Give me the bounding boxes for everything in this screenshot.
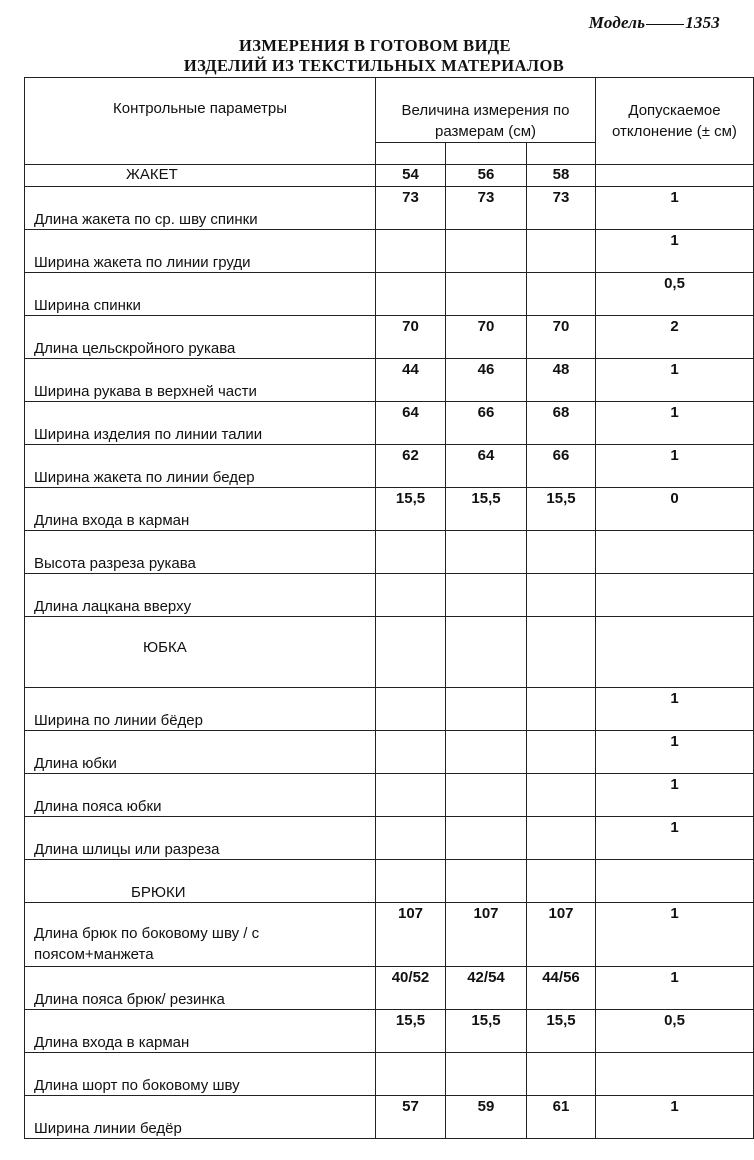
header-size: Величина измерения по размерам (см) bbox=[376, 78, 596, 143]
tolerance-value bbox=[596, 574, 754, 617]
size-value bbox=[527, 230, 596, 273]
value-cell bbox=[527, 617, 596, 688]
parameter-name: Ширина спинки bbox=[25, 273, 376, 316]
parameter-name: Длина шорт по боковому шву bbox=[25, 1053, 376, 1096]
parameter-name: Ширина изделия по линии талии bbox=[25, 402, 376, 445]
section-row-jacket bbox=[25, 165, 754, 187]
tolerance-value: 1 bbox=[596, 688, 754, 731]
size-value: 57 bbox=[376, 1096, 446, 1139]
parameter-name: Длина входа в карман bbox=[25, 488, 376, 531]
size-value: 44 bbox=[376, 359, 446, 402]
size-subheader-cell bbox=[527, 143, 596, 165]
section-title-pants: БРЮКИ bbox=[25, 860, 376, 903]
parameter-name: Длина пояса юбки bbox=[25, 774, 376, 817]
model-number bbox=[589, 13, 720, 33]
size-value bbox=[446, 731, 527, 774]
size-value: 15,5 bbox=[446, 488, 527, 531]
size-value bbox=[376, 574, 446, 617]
table-row bbox=[25, 402, 754, 445]
size-value bbox=[446, 273, 527, 316]
parameter-name: Ширина по линии бёдер bbox=[25, 688, 376, 731]
value-cell bbox=[376, 860, 446, 903]
tolerance-cell bbox=[596, 860, 754, 903]
size-value bbox=[376, 774, 446, 817]
size-value bbox=[446, 531, 527, 574]
table-row bbox=[25, 230, 754, 273]
parameter-name: Ширина рукава в верхней части bbox=[25, 359, 376, 402]
size-value: 44/56 bbox=[527, 967, 596, 1010]
size-value: 64 bbox=[446, 445, 527, 488]
tolerance-value: 1 bbox=[596, 359, 754, 402]
parameter-name: Длина юбки bbox=[25, 731, 376, 774]
size-value bbox=[446, 1053, 527, 1096]
parameter-name: Длина цельскройного рукава bbox=[25, 316, 376, 359]
table-row bbox=[25, 445, 754, 488]
table-row bbox=[25, 488, 754, 531]
size-value: 66 bbox=[446, 402, 527, 445]
document-title-line2: ИЗДЕЛИЙ ИЗ ТЕКСТИЛЬНЫХ МАТЕРИАЛОВ bbox=[183, 56, 565, 75]
size-value bbox=[527, 1053, 596, 1096]
size-value bbox=[527, 817, 596, 860]
tolerance-value: 2 bbox=[596, 316, 754, 359]
size-value: 15,5 bbox=[446, 1010, 527, 1053]
size-value bbox=[376, 688, 446, 731]
table-row bbox=[25, 316, 754, 359]
size-value bbox=[376, 1053, 446, 1096]
size-value bbox=[527, 731, 596, 774]
header-params: Контрольные параметры bbox=[25, 78, 376, 165]
table-row bbox=[25, 817, 754, 860]
measurements-table bbox=[24, 77, 754, 1139]
table-row bbox=[25, 1010, 754, 1053]
size-subheader-cell bbox=[376, 143, 446, 165]
parameter-name: Длина шлицы или разреза bbox=[25, 817, 376, 860]
tolerance-value: 1 bbox=[596, 445, 754, 488]
tolerance-value bbox=[596, 531, 754, 574]
size-value: 62 bbox=[376, 445, 446, 488]
tolerance-cell bbox=[596, 617, 754, 688]
tolerance-value: 1 bbox=[596, 817, 754, 860]
parameter-name: Длина входа в карман bbox=[25, 1010, 376, 1053]
section-row-pants bbox=[25, 860, 754, 903]
size-value: 68 bbox=[527, 402, 596, 445]
section-title-jacket: ЖАКЕТ bbox=[25, 165, 376, 187]
size-value: 15,5 bbox=[376, 488, 446, 531]
tolerance-value: 1 bbox=[596, 731, 754, 774]
size-value: 42/54 bbox=[446, 967, 527, 1010]
size-value: 107 bbox=[446, 903, 527, 967]
value-cell bbox=[527, 860, 596, 903]
table-row bbox=[25, 967, 754, 1010]
tolerance-value: 0,5 bbox=[596, 273, 754, 316]
size-value bbox=[446, 817, 527, 860]
skirt-rows bbox=[25, 688, 754, 860]
parameter-name: Длина пояса брюк/ резинка bbox=[25, 967, 376, 1010]
tolerance-value: 1 bbox=[596, 774, 754, 817]
table-header-row bbox=[25, 78, 754, 143]
tolerance-value: 1 bbox=[596, 903, 754, 967]
size-value: 64 bbox=[376, 402, 446, 445]
size-value bbox=[446, 774, 527, 817]
tolerance-value: 1 bbox=[596, 402, 754, 445]
size-value: 15,5 bbox=[376, 1010, 446, 1053]
header-tolerance: Допускаемое отклонение (± см) bbox=[596, 78, 754, 165]
jacket-rows bbox=[25, 187, 754, 617]
value-cell bbox=[376, 617, 446, 688]
size-value: 15,5 bbox=[527, 1010, 596, 1053]
model-value: 1353 bbox=[685, 13, 720, 32]
value-cell bbox=[446, 617, 527, 688]
size-value bbox=[527, 273, 596, 316]
size-value bbox=[446, 574, 527, 617]
table-row bbox=[25, 731, 754, 774]
section-row-skirt bbox=[25, 617, 754, 688]
section-title-skirt: ЮБКА bbox=[25, 617, 376, 688]
size-value bbox=[446, 230, 527, 273]
pants-rows bbox=[25, 903, 754, 1139]
parameter-name: Длина жакета по ср. шву спинки bbox=[25, 187, 376, 230]
size-value: 73 bbox=[446, 187, 527, 230]
table-row bbox=[25, 688, 754, 731]
table-row bbox=[25, 1053, 754, 1096]
size-value bbox=[376, 273, 446, 316]
size-value: 46 bbox=[446, 359, 527, 402]
size-value bbox=[376, 531, 446, 574]
size-value: 61 bbox=[527, 1096, 596, 1139]
size-subheader-cell bbox=[446, 143, 527, 165]
model-label: Модель bbox=[588, 13, 646, 32]
tolerance-value: 1 bbox=[596, 967, 754, 1010]
parameter-name: Ширина линии бедёр bbox=[25, 1096, 376, 1139]
model-underline bbox=[646, 24, 684, 25]
size-value: 73 bbox=[527, 187, 596, 230]
size-value: 70 bbox=[446, 316, 527, 359]
tolerance-value: 1 bbox=[596, 1096, 754, 1139]
table-row bbox=[25, 531, 754, 574]
size-value bbox=[446, 688, 527, 731]
size-value: 73 bbox=[376, 187, 446, 230]
table-row bbox=[25, 187, 754, 230]
table-row bbox=[25, 359, 754, 402]
size-value: 48 bbox=[527, 359, 596, 402]
size-label: 56 bbox=[446, 165, 527, 187]
tolerance-value: 1 bbox=[596, 187, 754, 230]
size-value bbox=[527, 688, 596, 731]
size-value: 107 bbox=[376, 903, 446, 967]
parameter-name: Длина лацкана вверху bbox=[25, 574, 376, 617]
size-value bbox=[376, 731, 446, 774]
parameter-name: Ширина жакета по линии груди bbox=[25, 230, 376, 273]
tolerance-value: 1 bbox=[596, 230, 754, 273]
size-value bbox=[527, 531, 596, 574]
document-title-line1: ИЗМЕРЕНИЯ В ГОТОВОМ ВИДЕ bbox=[239, 36, 511, 55]
table-row bbox=[25, 903, 754, 967]
size-value: 15,5 bbox=[527, 488, 596, 531]
parameter-name: Ширина жакета по линии бедер bbox=[25, 445, 376, 488]
size-value: 70 bbox=[376, 316, 446, 359]
size-value: 66 bbox=[527, 445, 596, 488]
table-row bbox=[25, 774, 754, 817]
table-row bbox=[25, 574, 754, 617]
size-value bbox=[376, 817, 446, 860]
parameter-name: Длина брюк по боковому шву / с поясом+манжета bbox=[25, 903, 376, 967]
size-value bbox=[527, 574, 596, 617]
tolerance-cell bbox=[596, 165, 754, 187]
parameter-name: Высота разреза рукава bbox=[25, 531, 376, 574]
table-row bbox=[25, 1096, 754, 1139]
size-label: 54 bbox=[376, 165, 446, 187]
size-value: 70 bbox=[527, 316, 596, 359]
size-value bbox=[376, 230, 446, 273]
value-cell bbox=[446, 860, 527, 903]
tolerance-value: 0 bbox=[596, 488, 754, 531]
size-value: 40/52 bbox=[376, 967, 446, 1010]
size-label: 58 bbox=[527, 165, 596, 187]
table-row bbox=[25, 273, 754, 316]
size-value: 59 bbox=[446, 1096, 527, 1139]
tolerance-value: 0,5 bbox=[596, 1010, 754, 1053]
tolerance-value bbox=[596, 1053, 754, 1096]
size-value: 107 bbox=[527, 903, 596, 967]
size-value bbox=[527, 774, 596, 817]
